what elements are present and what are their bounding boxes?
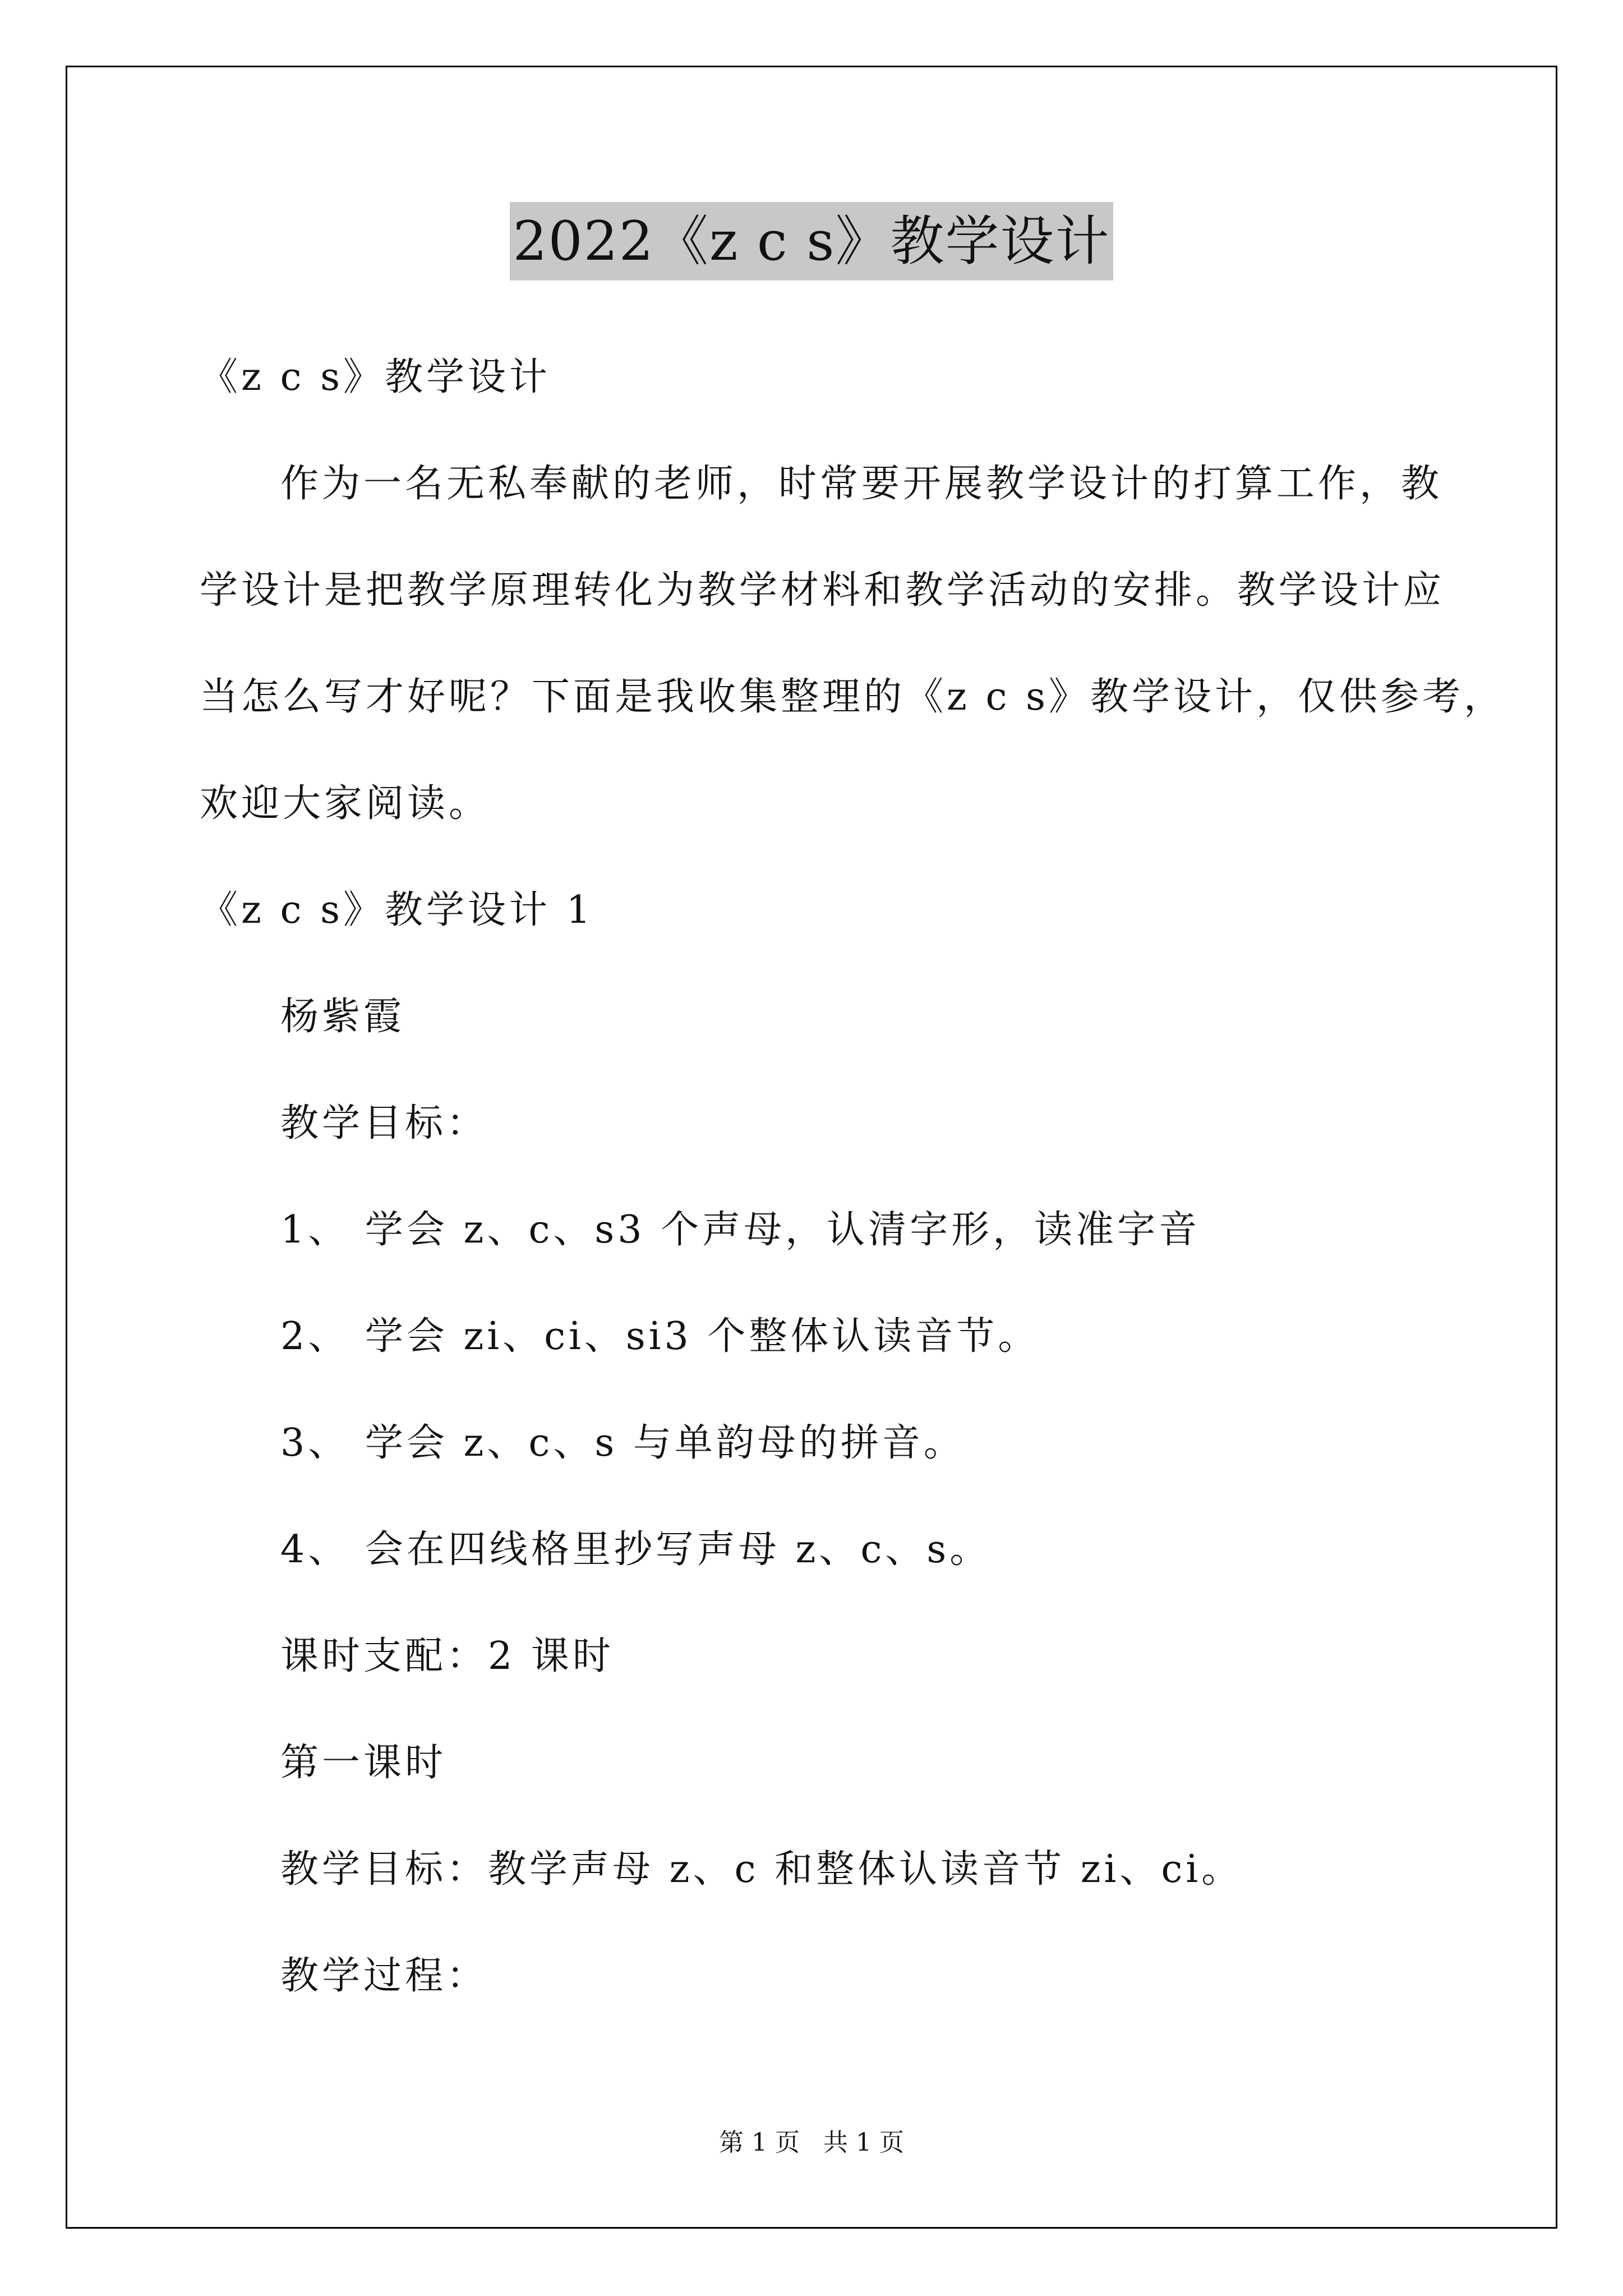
paragraph-line-1: 作为一名无私奉献的老师，时常要开展教学设计的打算工作，教 [280, 462, 1443, 506]
paragraph-line-3: 当怎么写才好呢？下面是我收集整理的《z c s》教学设计，仅供参考， [200, 675, 1506, 719]
subtitle-line: 《z c s》教学设计 [200, 355, 551, 399]
page-total: 共 1 页 [823, 2128, 904, 2157]
lesson-objective-line: 教学目标：教学声母 z、c 和整体认读音节 zi、ci。 [280, 1847, 1243, 1892]
page-number: 第 1 页 [719, 2128, 800, 2157]
section-heading: 《z c s》教学设计 1 [200, 888, 594, 932]
author-line: 杨紫霞 [280, 995, 405, 1039]
objectives-heading: 教学目标： [280, 1101, 488, 1145]
objective-item-4: 4、 会在四线格里抄写声母 z、c、s。 [280, 1527, 992, 1572]
objective-item-3: 3、 学会 z、c、s 与单韵母的拼音。 [280, 1421, 965, 1465]
title-container [0, 202, 1623, 280]
objective-item-1: 1、 学会 z、c、s3 个声母，认清字形，读准字音 [280, 1208, 1201, 1252]
lesson-heading: 第一课时 [280, 1741, 447, 1785]
page-footer [0, 2126, 1623, 2160]
schedule-line: 课时支配：2 课时 [280, 1634, 614, 1678]
objective-item-2: 2、 学会 zi、ci、si3 个整体认读音节。 [280, 1314, 1040, 1359]
process-heading: 教学过程： [280, 1954, 488, 1998]
paragraph-line-2: 学设计是把教学原理转化为教学材料和教学活动的安排。教学设计应 [200, 568, 1445, 613]
paragraph-line-4: 欢迎大家阅读。 [200, 781, 491, 826]
document-title: 2022《z c s》教学设计 [510, 202, 1114, 280]
